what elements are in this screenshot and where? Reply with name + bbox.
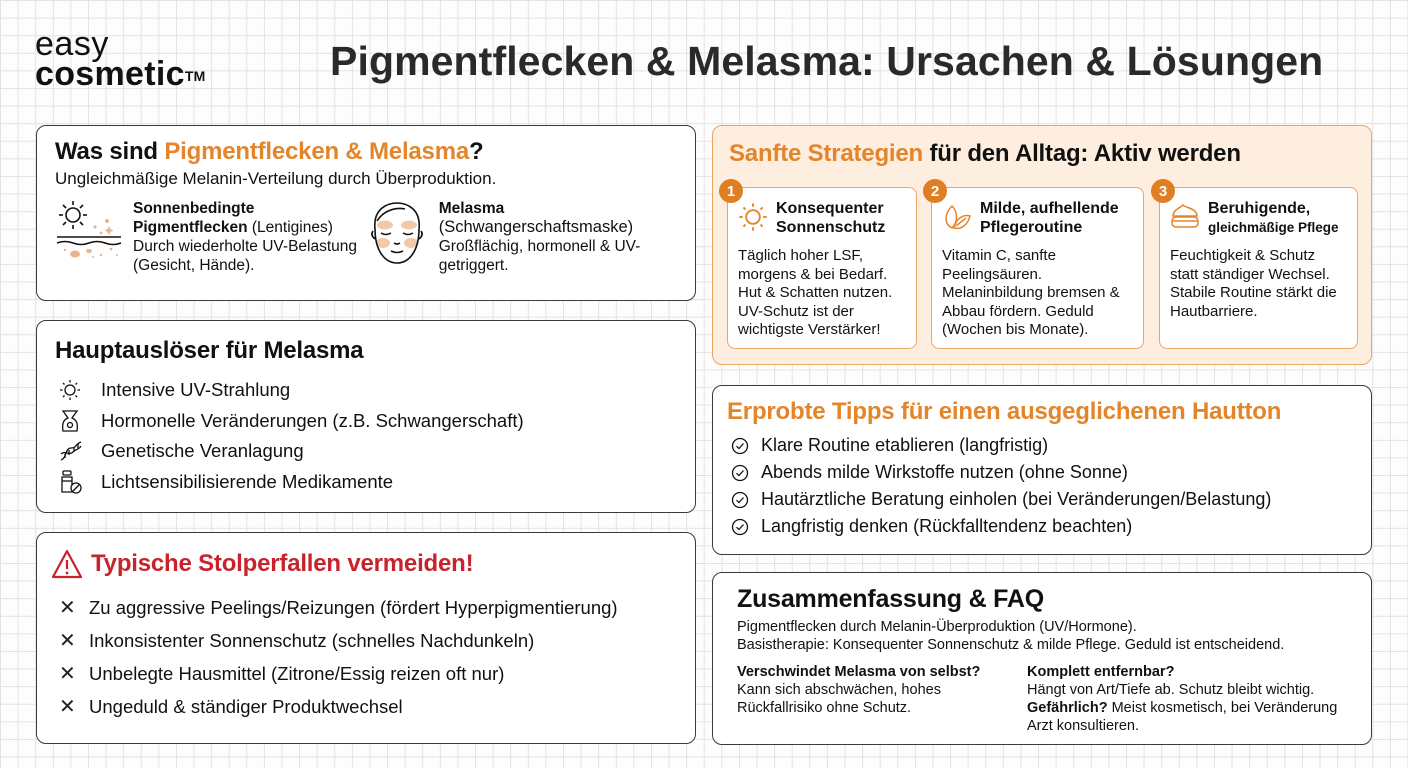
list-item (51, 624, 681, 657)
melasma-title: Melasma (438, 200, 505, 217)
tips-title: Erprobte Tipps für einen ausgeglichenen Hautton (727, 398, 1282, 425)
x-icon: ✕ (59, 663, 76, 685)
what-is-subtitle: Ungleichmäßige Melanin-Verteilung durch Überproduktion. (55, 169, 497, 188)
title-suffix: ? (469, 138, 484, 165)
summary-text (737, 618, 1347, 654)
step-badge: 3 (1151, 179, 1175, 203)
what-is-card (36, 125, 696, 301)
sun-spots-title-extra: (Lentigines) (247, 219, 333, 236)
pitfalls-list (51, 591, 681, 723)
strategy-title: Konsequenter Sonnenschutz (776, 200, 886, 236)
strategy-card-2 (930, 182, 1144, 349)
warning-icon (51, 549, 83, 579)
sun-spots-desc: Durch wiederholte UV-Belastung (Gesicht, Hände). (133, 238, 358, 274)
strategy-body: Täglich hoher LSF, morgens & bei Bedarf. Hut & Schatten nutzen. UV-Schutz ist der wichtigste Verstärker! (738, 247, 893, 338)
strategies-title (729, 140, 1357, 168)
x-icon: ✕ (59, 696, 76, 718)
medication-icon (55, 470, 101, 494)
trigger-label: Lichtsensibilisierende Medikamente (101, 470, 394, 492)
melasma-desc: Großflächig, hormonell & UV-getriggert. (438, 238, 641, 274)
strategy-title: Milde, aufhellende Pflegeroutine (980, 200, 1119, 236)
list-item (51, 657, 681, 690)
face-melasma-icon (367, 199, 439, 272)
x-icon: ✕ (59, 630, 76, 652)
check-circle-icon (727, 437, 761, 455)
summary-line-2: Basistherapie: Konsequenter Sonnenschutz & milde Pflege. Geduld ist entscheidend. (737, 637, 1285, 653)
list-item (55, 436, 677, 467)
strategies-title-rest: für den Alltag: Aktiv werden (922, 140, 1241, 167)
list-item (727, 513, 1357, 540)
trigger-label: Hormonelle Veränderungen (z.B. Schwangerschaft) (101, 409, 524, 431)
strategies-card (712, 125, 1372, 365)
list-item (727, 486, 1357, 513)
list-item (727, 459, 1357, 486)
strategy-card-3 (1158, 182, 1358, 349)
step-badge: 2 (923, 179, 947, 203)
sun-icon (738, 202, 768, 237)
what-is-title (55, 138, 677, 166)
dna-icon (55, 440, 101, 462)
brand-line-2 (35, 55, 206, 93)
title-highlight: Pigmentflecken & Melasma (164, 138, 469, 165)
tip-label: Abends milde Wirkstoffe nutzen (ohne Sonne) (761, 462, 1128, 482)
pitfall-label: Ungeduld & ständiger Produktwechsel (89, 695, 403, 717)
tips-list (727, 432, 1357, 540)
summary-title: Zusammenfassung & FAQ (737, 585, 1044, 613)
list-item (51, 591, 681, 624)
strategies-title-highlight: Sanfte Strategien (729, 140, 923, 167)
step-badge: 1 (719, 179, 743, 203)
tip-label: Hautärztliche Beratung einholen (bei Veränderungen/Belastung) (761, 489, 1272, 509)
trademark: TM (184, 68, 206, 84)
melasma-title-extra: (Schwangerschaftsmaske) (438, 218, 634, 236)
faq-question: Gefährlich? (1027, 700, 1108, 716)
list-item (51, 690, 681, 723)
list-item (55, 375, 677, 406)
faq-column-2 (1027, 663, 1347, 735)
hormone-flask-icon (55, 409, 101, 433)
faq-item (1027, 699, 1347, 735)
triggers-title: Hauptauslöser für Melasma (55, 337, 364, 364)
title-prefix: Was sind (55, 138, 165, 165)
pitfalls-title (51, 549, 681, 579)
brand-logo (35, 25, 206, 93)
check-circle-icon (727, 464, 761, 482)
trigger-label: Intensive UV-Strahlung (101, 379, 291, 401)
trigger-label: Genetische Veranlagung (101, 440, 304, 462)
strategy-title-small: gleichmäßige Pflege (1208, 220, 1339, 235)
tips-card (712, 385, 1372, 555)
pitfalls-card (36, 532, 696, 744)
brand-line-1: easy (35, 25, 109, 63)
check-circle-icon (727, 491, 761, 509)
x-icon: ✕ (59, 597, 76, 619)
sun-icon (55, 379, 101, 401)
pitfall-label: Unbelegte Hausmittel (Zitrone/Essig reizen oft nur) (89, 662, 505, 684)
sun-skin-icon (55, 199, 133, 266)
page-title: Pigmentflecken & Melasma: Ursachen & Lösungen (330, 38, 1324, 84)
tip-label: Langfristig denken (Rückfalltendenz beachten) (761, 516, 1133, 536)
leaf-icon (942, 202, 972, 237)
tip-label: Klare Routine etablieren (langfristig) (761, 435, 1049, 455)
summary-line-1: Pigmentflecken durch Melanin-Überproduktion (UV/Hormone). (737, 619, 1137, 635)
check-circle-icon (727, 518, 761, 536)
list-item (727, 432, 1357, 459)
pitfall-label: Zu aggressive Peelings/Reizungen (fördert Hyperpigmentierung) (89, 596, 618, 618)
triggers-list (55, 375, 677, 497)
sun-spots-title: Sonnenbedingte Pigmentflecken (133, 200, 255, 236)
strategy-title (1208, 199, 1339, 237)
melasma-item (367, 199, 677, 275)
strategy-body: Vitamin C, sanfte Peelingsäuren. Melaninbildung bremsen & Abbau fördern. Geduld (Wochen bis Monate). (942, 247, 1120, 338)
cream-jar-icon (1170, 202, 1200, 235)
list-item (55, 406, 677, 437)
faq-question: Verschwindet Melasma von selbst? (737, 664, 981, 680)
faq-answer: Meist kosmetisch, bei Veränderung Arzt konsultieren. (1027, 700, 1338, 734)
strategy-title-main: Beruhigende, (1208, 200, 1311, 217)
faq-item (737, 663, 1027, 735)
sun-spots-item (55, 199, 367, 275)
pitfalls-title-text: Typische Stolperfallen vermeiden! (91, 550, 474, 577)
pitfall-label: Inkonsistenter Sonnenschutz (schnelles Nachdunkeln) (89, 629, 535, 651)
brand-name: cosmetic (35, 55, 185, 93)
strategy-body: Feuchtigkeit & Schutz statt ständiger Wechsel. Stabile Routine stärkt die Hautbarriere. (1170, 247, 1337, 320)
triggers-card (36, 320, 696, 513)
faq-question: Komplett entfernbar? (1027, 664, 1175, 680)
faq-answer: Kann sich abschwächen, hohes Rückfallrisiko ohne Schutz. (737, 682, 941, 716)
faq-section (737, 663, 1347, 735)
list-item (55, 467, 677, 498)
faq-answer: Hängt von Art/Tiefe ab. Schutz bleibt wichtig. (1027, 682, 1315, 698)
summary-card (712, 572, 1372, 745)
strategy-card-1 (726, 182, 917, 349)
